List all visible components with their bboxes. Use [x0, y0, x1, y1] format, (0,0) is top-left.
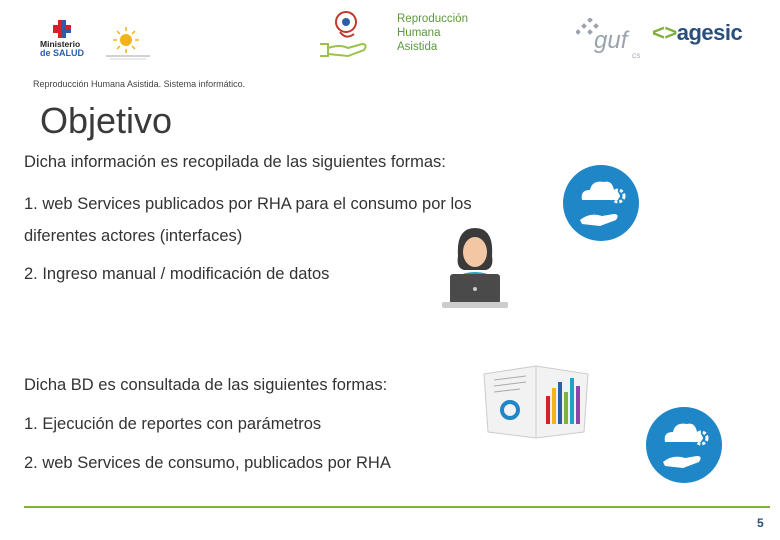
agesic-chevron: <>	[652, 20, 677, 45]
rha-title-line3: Asistida	[397, 41, 438, 53]
body-line-7: 2. web Services de consumo, publicados por RHA	[24, 454, 391, 472]
body-line-6: 1. Ejecución de reportes con parámetros	[24, 415, 322, 433]
cloud-service-hand-icon	[562, 164, 640, 242]
body-line-5: Dicha BD es consultada de las siguientes formas:	[24, 376, 388, 394]
ministerio-line1: Ministerio	[40, 39, 81, 49]
user-laptop-icon	[440, 222, 510, 312]
guf-logo	[576, 18, 648, 62]
rha-title-line2: Humana	[397, 27, 441, 39]
footer-divider	[24, 506, 770, 508]
page-number: 5	[757, 516, 764, 530]
svg-text:CS: CS	[632, 54, 641, 60]
svg-text:guf: guf	[594, 27, 628, 54]
cloud-service-hand-icon-2	[645, 406, 723, 484]
ministerio-line2: de SALUD	[40, 48, 85, 58]
report-book-icon	[480, 362, 592, 440]
rha-title	[397, 12, 468, 54]
ministerio-salud-wordmark	[40, 40, 100, 58]
slide-title: Objetivo	[40, 100, 173, 141]
sun-emblem-logo	[104, 22, 152, 62]
body-line-2: 1. web Services publicados por RHA para el consumo por los	[24, 195, 472, 213]
body-line-4: 2. Ingreso manual / modificación de datos	[24, 265, 330, 283]
rha-title-line1: Reproducción	[397, 13, 468, 25]
agesic-logo	[652, 20, 742, 46]
body-line-1: Dicha información es recopilada de las siguientes formas:	[24, 153, 446, 171]
rha-heart-hand-icon	[318, 8, 380, 60]
agesic-wordmark: agesic	[676, 20, 743, 45]
body-line-3: diferentes actores (interfaces)	[24, 227, 243, 245]
slide-subtitle: Reproducción Humana Asistida. Sistema informático.	[33, 79, 246, 89]
